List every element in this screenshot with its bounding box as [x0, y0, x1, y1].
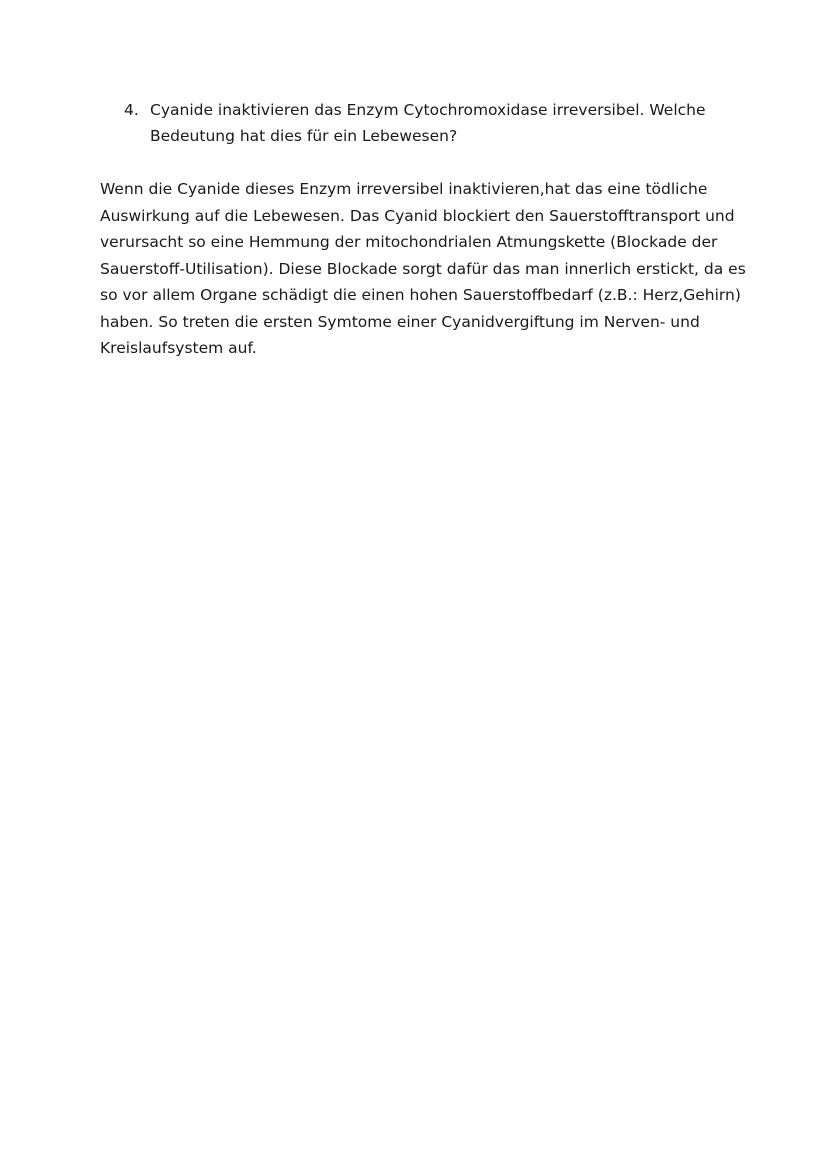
question-line: Bedeutung hat dies für ein Lebewesen?	[150, 127, 458, 145]
question-number: 4.	[124, 101, 139, 119]
answer-line: Sauerstoff-Utilisation). Diese Blockade sorgt dafür das man innerlich erstickt, da es	[100, 259, 746, 278]
answer-paragraph	[100, 176, 746, 362]
answer-line: so vor allem Organe schädigt die einen hohen Sauerstoffbedarf (z.B.: Herz,Gehirn)	[100, 286, 741, 304]
question-line: Cyanide inaktivieren das Enzym Cytochromoxidase irreversibel. Welche	[150, 101, 706, 119]
answer-line: Kreislaufsystem auf.	[100, 339, 257, 357]
question-item	[124, 97, 724, 149]
answer-line: Wenn die Cyanide dieses Enzym irreversibel inaktivieren,hat das eine tödliche	[100, 180, 708, 198]
answer-line: haben. So treten die ersten Symtome einer Cyanidvergiftung im Nerven- und	[100, 312, 700, 331]
answer-line: Auswirkung auf die Lebewesen. Das Cyanid blockiert den Sauerstofftransport und	[100, 206, 735, 225]
question-text	[150, 97, 724, 149]
answer-line: verursacht so eine Hemmung der mitochondrialen Atmungskette (Blockade der	[100, 233, 718, 251]
